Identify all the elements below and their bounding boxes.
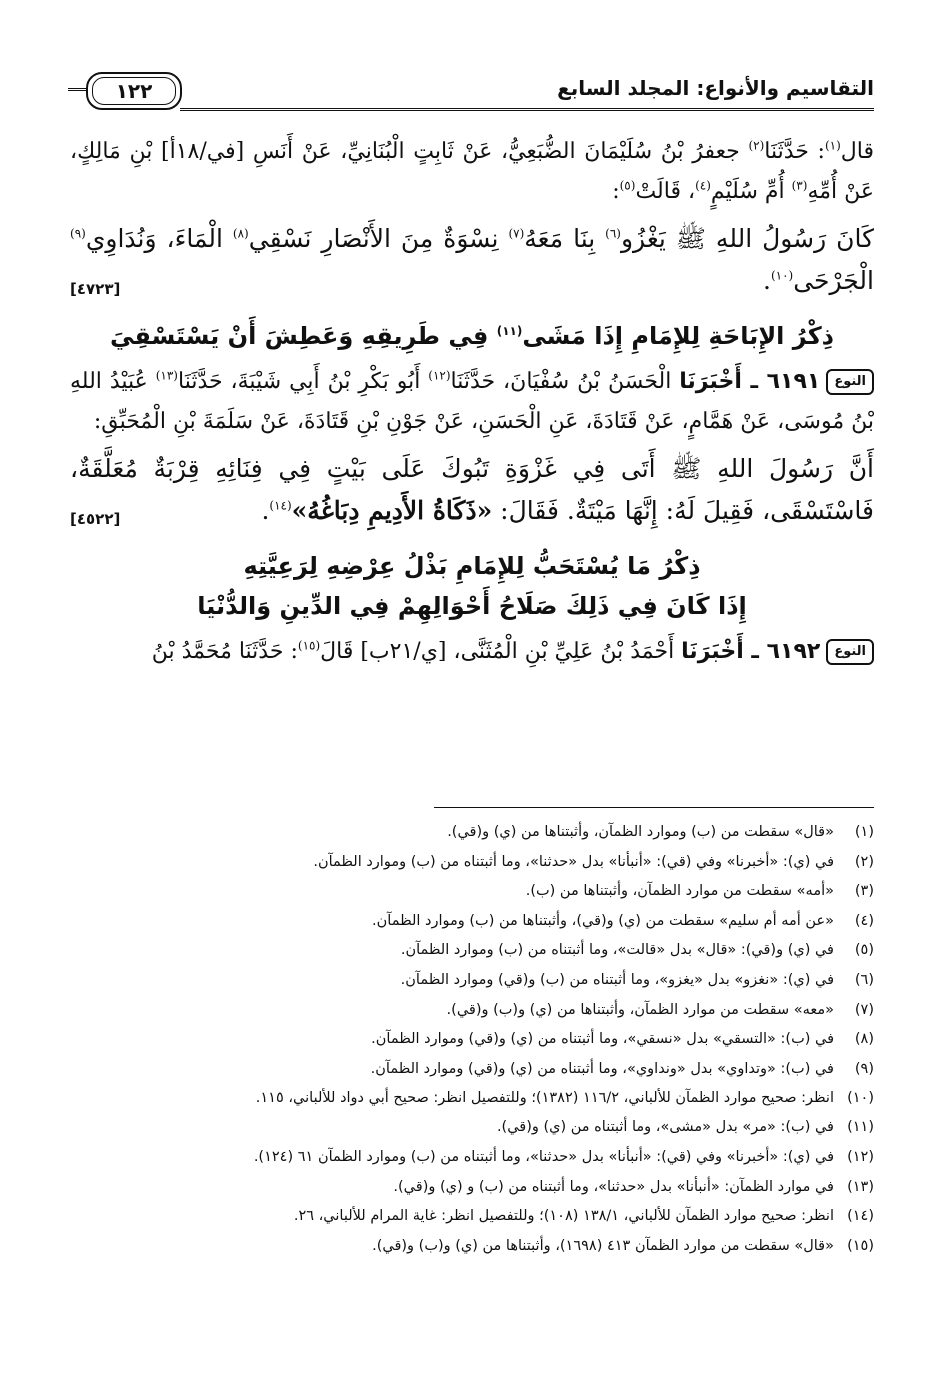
footnote: (٤)«عن أمه أم سليم» سقطت من (ي) و(قي)، وأثبتناها من (ب) وموارد الظمآن. [372,912,874,929]
footnote-ref: (٥) [619,178,636,193]
isnad-paragraph-2: النوع٦١٩١ ـ أَخْبَرَنَا الْحَسَنُ بْنُ سُفْيَانَ، حَدَّثَنَا$^{(١٢)}$ أَبُو بَكْرِ بْنُ أَبِي شَيْبَةَ، حَدَّثَنَا$^{(١٣)}$ عُبَيْدُ اللهِ بْنُ مُوسَى، عَنْ هَمَّامٍ، عَنْ قَتَادَةَ، عَنِ الْحَسَنِ، عَنْ جَوْنِ بْنِ قَتَادَةَ، عَنْ سَلَمَةَ بْنِ الْمُحَبِّقِ: [70,368,874,434]
hadith-ref-number: [٤٥٢٢] [70,510,121,528]
footnote: (١٠)انظر: صحيح موارد الظمآن للألباني، ١١٦/٢ (١٣٨٢)؛ وللتفصيل انظر: صحيح أبي دواد للألباني، ١١٥. [255,1090,874,1107]
footnote: (٩)في (ب): «وتداوي» بدل «ونداوي»، وما أثبتناه من (ي) و(قي) وموارد الظمآن. [370,1060,874,1077]
chapter-heading-1: ذِكْرُ الإِبَاحَةِ لِلإِمَامِ إِذَا مَشَى$^{(١١)}$ فِي طَرِيقِهِ وَعَطِشَ أَنْ يَسْتَسْقِيَ [110,322,834,350]
footnote: (٥)في (ي) و(قي): «قال» بدل «قالت»، وما أثبتناه من (ب) وموارد الظمآن. [400,942,874,959]
footnote: (٢)في (ي): «أخبرنا» وفي (قي): «أنبأنا» بدل «حدثنا»، وما أثبتناه من (ب) وموارد الظمآن. [313,853,874,870]
chapter-heading-2 [70,546,874,626]
footnote-ref: (٣) [791,178,808,193]
main-text [70,132,874,672]
footnote-ref: (٤) [695,178,711,193]
footnote-ref: (٢) [748,138,765,153]
footnote-ref: (١٢) [428,368,451,383]
heading-line-2: إِذَا كَانَ فِي ذَلِكَ صَلَاحُ أَحْوَالِهِمْ فِي الدِّينِ وَالدُّنْيَا [197,592,747,620]
page-number: ١٢٢ [86,72,182,110]
footnote: (١١)في (ب): «مر» بدل «مشى»، وما أثبتناه من (ي) و(قي). [496,1119,874,1136]
footnotes [70,818,874,1261]
isnad-paragraph-1: قال$^{(١)}$: حَدَّثَنَا$^{(٢)}$ جعفرُ بْنُ سُلَيْمَانَ الضُّبَعِيُّ، عَنْ ثَابِتٍ الْبُنَانِيِّ، عَنْ أَنَسِ [في/١٨أ] بْنِ مَالِكٍ، عَنْ أُمِّهِ$^{(٣)}$ أُمِّ سُلَيْمٍ$^{(٤)}$، قَالَتْ$^{(٥)}$: [70,138,874,204]
type-badge: النوع [826,369,874,395]
hadith-ref-number: [٤٧٢٣] [70,280,121,298]
footnote: (٣)«أمه» سقطت من موارد الظمآن، وأثبتناها من (ب). [525,883,874,900]
footnote-ref: (٨) [232,226,249,241]
page-header [68,72,874,112]
footnote-ref: (١٤) [269,498,292,513]
header-rule [180,108,874,111]
footnote-separator [434,807,874,808]
footnote-ref: (٩) [70,226,86,241]
footnote: (١٤)انظر: صحيح موارد الظمآن للألباني، ١٣٨/١ (١٠٨)؛ وللتفصيل انظر: غاية المرام للألباني، ٢٦. [293,1208,874,1225]
footnote-ref: (١١) [496,324,523,338]
running-title: التقاسيم والأنواع: المجلد السابع [557,76,874,100]
footnote-ref: (٦) [605,226,621,241]
footnote: (٨)في (ب): «التسقي» بدل «نسقي»، وما أثبتناه من (ي) و(قي) وموارد الظمآن. [371,1031,874,1048]
footnote-ref: (٧) [508,226,525,241]
header-rule-left [68,88,86,91]
heading-line-1: ذِكْرُ مَا يُسْتَحَبُّ لِلإِمَامِ بَذْلُ عِرْضِهِ لِرَعِيَّتِهِ [243,552,701,580]
footnote: (١٥)«قال» سقطت من موارد الظمآن ٤١٣ (١٦٩٨)، وأثبتناها من (ي) و(ب) و(قي). [372,1237,874,1254]
type-badge: النوع [826,639,874,665]
footnote: (٧)«معه» سقطت من موارد الظمآن، وأثبتناها من (ي) و(ب) و(قي). [446,1001,874,1018]
hadith-number: ٦١٩٢ [766,639,821,664]
hadith-text-2: أَنَّ رَسُولَ اللهِ ﷺ أَتَى فِي غَزْوَةِ تَبُوكَ عَلَى بَيْتٍ فِي فِنَائِهِ قِرْبَةٌ مُعَلَّقَةٌ، فَاسْتَسْقَى، فَقِيلَ لَهُ: إِنَّهَا مَيْتَةٌ. فَقَالَ: «ذَكَاةُ الأَدِيمِ دِبَاغُهُ»$^{(١٤)}$. [٤٥٢٢] [70,448,874,532]
footnote-ref: (١٣) [155,368,178,383]
footnote-ref: (١٥) [297,638,321,653]
footnote-ref: (١٠) [770,268,794,283]
hadith-text-1: كَانَ رَسُولُ اللهِ ﷺ يَغْزُو$^{(٦)}$ بِنَا مَعَهُ$^{(٧)}$ نِسْوَةٌ مِنَ الأَنْصَارِ نَسْقِي$^{(٨)}$ الْمَاءَ، وَنُدَاوِي$^{(٩)}$ الْجَرْحَى$^{(١٠)}$. [٤٧٢٣] [70,218,874,302]
isnad-paragraph-3: النوع٦١٩٢ ـ أَخْبَرَنَا أَحْمَدُ بْنُ عَلِيِّ بْنِ الْمُثَنَّى، [ي/٢١ب] قَالَ$^{(١٥)}$: حَدَّثَنَا مُحَمَّدُ بْنُ [70,632,874,672]
hadith-number: ٦١٩١ [766,369,821,394]
footnote-ref: (١) [824,138,841,153]
footnote: (١)«قال» سقطت من (ب) وموارد الظمآن، وأثبتناها من (ي) و(قي). [447,824,874,840]
footnote: (١٢)في (ي): «أخبرنا» وفي (قي): «أنبأنا» بدل «حدثنا»، وما أثبتناه من (ب) وموارد الظمآن ٦١ (١٢٤). [253,1148,874,1165]
footnote: (٦)في (ي): «نغزو» بدل «يغزو»، وما أثبتناه من (ب) و(قي) وموارد الظمآن. [400,971,874,988]
footnote: (١٣)في موارد الظمآن: «أنبأنا» بدل «حدثنا»، وما أثبتناه من (ب) و (ي) و(قي). [393,1178,874,1195]
